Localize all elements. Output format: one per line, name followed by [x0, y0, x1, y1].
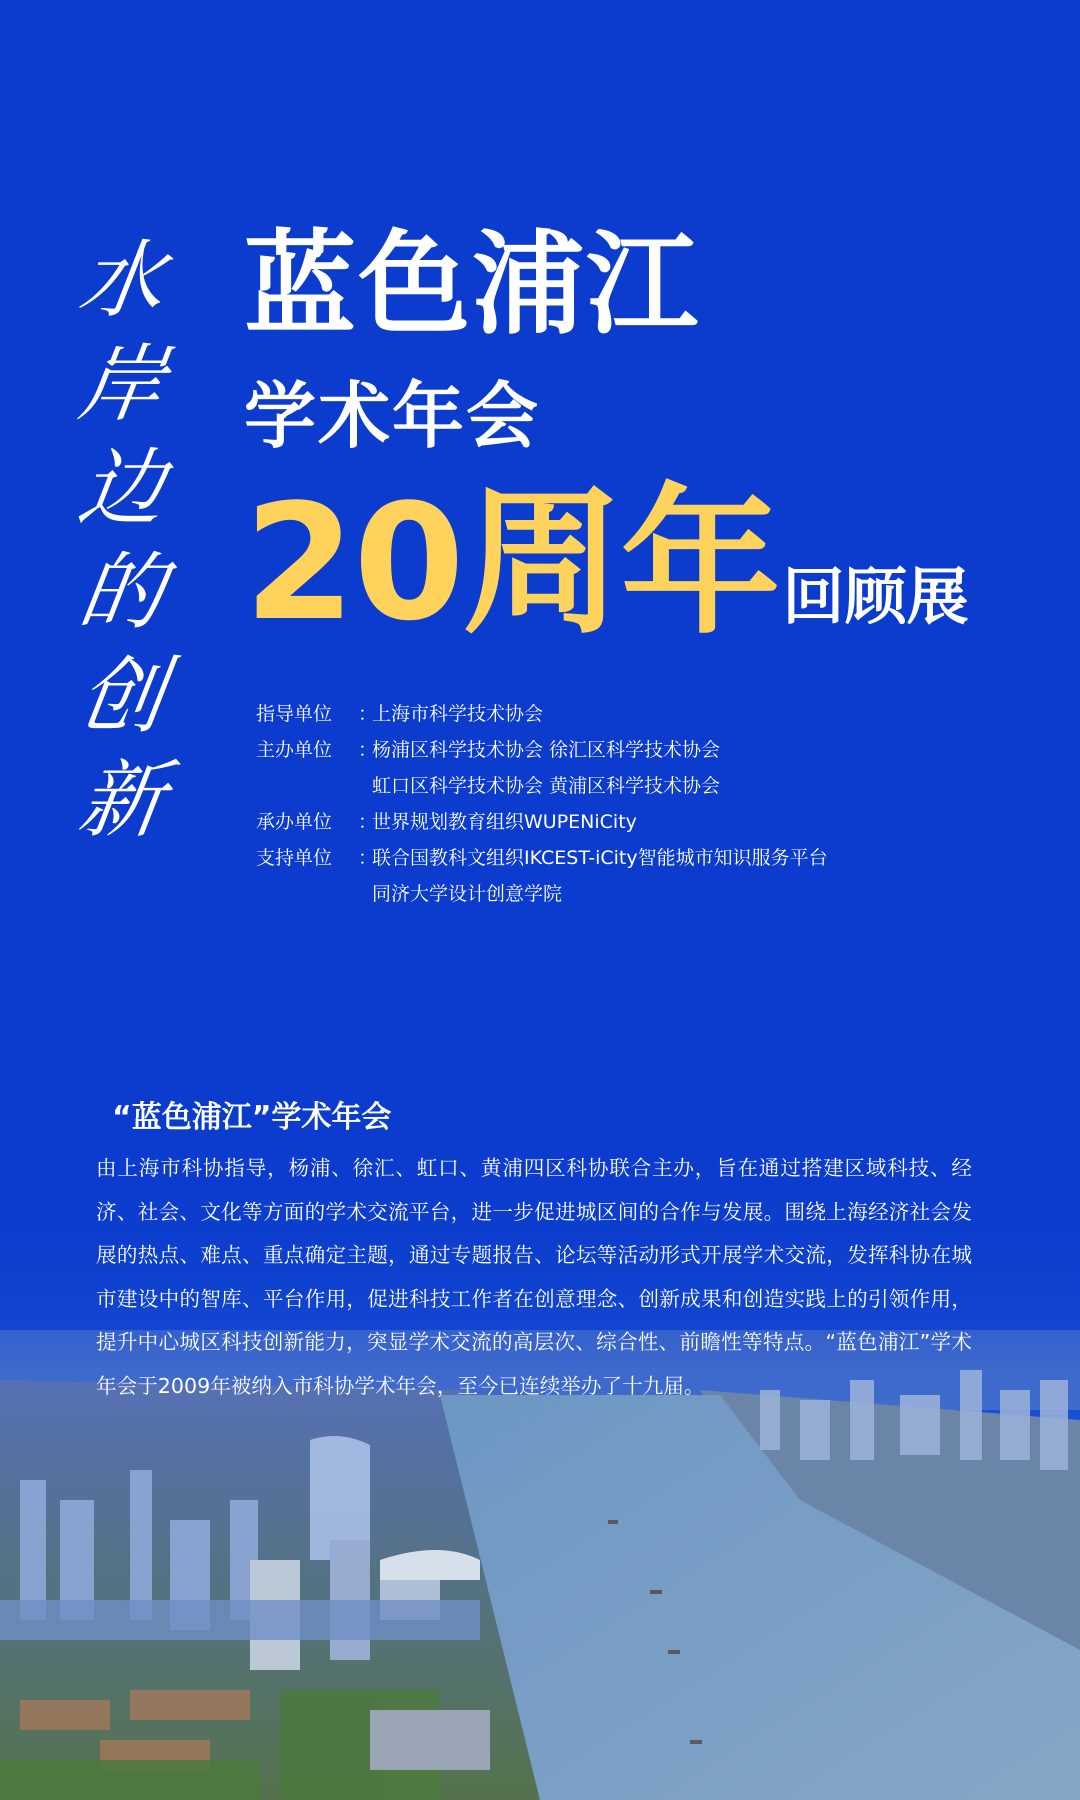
- organizer-credits: [256, 696, 828, 912]
- intro-heading: “蓝色浦江”学术年会: [112, 1100, 392, 1135]
- intro-paragraph: 由上海市科协指导，杨浦、徐汇、虹口、黄浦四区科协联合主办，旨在通过搭建区域科技、经济、社会、文化等方面的学术交流平台，进一步促进城区间的合作与发展。围绕上海经济社会发展的热点、难点、重点确定主题，通过专题报告、论坛等活动形式开展学术交流，发挥科协在城市建设中的智库、平台作用，促进科技工作者在创意理念、创新成果和创造实践上的引领作用，提升中心城区科技创新能力，突显学术交流的高层次、综合性、前瞻性等特点。“蓝色浦江”学术年会于2009年被纳入市科协学术年会，至今已连续举办了十九届。: [96, 1156, 972, 1398]
- calligraphy-char: 创: [73, 647, 171, 745]
- credit-separator: ：: [358, 703, 378, 725]
- credit-label: 主办单位: [256, 739, 333, 761]
- credit-separator: ：: [358, 847, 378, 869]
- title-line-2: 学术年会: [244, 374, 541, 458]
- credit-value: 联合国教科文组织IKCEST-iCity智能城市知识服务平台: [372, 847, 828, 869]
- credit-row: [256, 876, 828, 912]
- credit-row: [256, 732, 828, 768]
- credit-label: 支持单位: [256, 847, 333, 869]
- calligraphy-char: 水: [73, 231, 171, 329]
- credit-row: [256, 804, 828, 840]
- credit-value: 世界规划教育组织WUPENiCity: [372, 811, 637, 833]
- calligraphy-char: 的: [73, 543, 171, 641]
- title-line-3: [244, 469, 969, 656]
- credit-value: 虹口区科学技术协会 黄浦区科学技术协会: [372, 775, 721, 797]
- exhibition-text: 回顾展: [782, 560, 969, 633]
- anniversary-text: 20周年: [244, 469, 779, 656]
- credit-value: 上海市科学技术协会: [372, 703, 544, 725]
- credit-separator: ：: [358, 811, 378, 833]
- credit-label: 承办单位: [256, 811, 333, 833]
- credit-value: 同济大学设计创意学院: [372, 883, 563, 905]
- calligraphy-column: [73, 228, 200, 852]
- credit-separator: ：: [358, 739, 378, 761]
- calligraphy-char: 岸: [73, 335, 171, 433]
- credit-row: [256, 840, 828, 876]
- credit-row: [256, 696, 828, 732]
- credit-label: 指导单位: [256, 703, 333, 725]
- credit-value: 杨浦区科学技术协会 徐汇区科学技术协会: [372, 739, 721, 761]
- calligraphy-char: 新: [73, 751, 171, 849]
- title-line-1: 蓝色浦江: [244, 220, 700, 350]
- credit-row: [256, 768, 828, 804]
- calligraphy-char: 边: [73, 439, 171, 537]
